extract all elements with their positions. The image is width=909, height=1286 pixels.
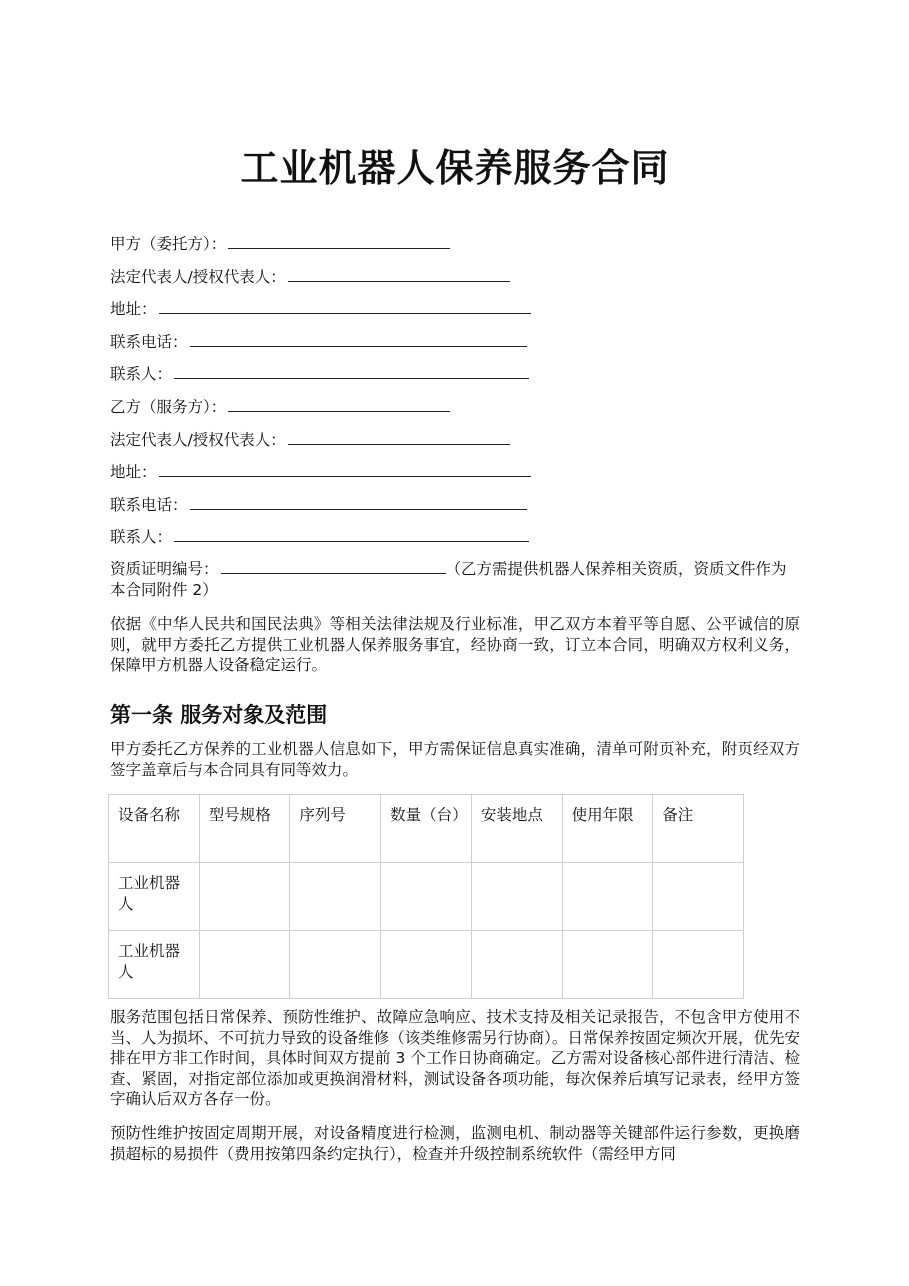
qualification-label: 资质证明编号： [110, 560, 219, 578]
table-cell[interactable] [562, 863, 653, 931]
qualification-blank[interactable] [221, 557, 446, 574]
party-b-address-field [110, 458, 800, 491]
party-b-address-label: 地址： [110, 463, 157, 482]
party-a-name-field [110, 230, 800, 263]
qualification-note: （乙方需提供机器人保养相关资质，资质文件作为本合同附件 2） [110, 560, 787, 599]
table-cell: 工业机器人 [109, 931, 200, 999]
document-title: 工业机器人保养服务合同 [240, 146, 670, 190]
table-cell[interactable] [381, 931, 472, 999]
table-cell[interactable] [653, 931, 744, 999]
table-row [109, 931, 744, 999]
party-a-phone-field [110, 328, 800, 361]
party-a-name-label: 甲方（委托方）： [110, 235, 227, 253]
table-cell: 工业机器人 [109, 863, 200, 931]
equipment-table [108, 794, 744, 999]
party-b-name-label: 乙方（服务方）： [110, 397, 227, 416]
party-a-rep-field [110, 263, 800, 296]
preventive-maintenance-paragraph: 预防性维护按固定周期开展，对设备精度进行检测，监测电机、制动器等关键部件运行参数，更换磨损超标的易损件（费用按第四条约定执行），检查并升级控制系统软件（需经甲方同 [110, 1124, 800, 1163]
qualification-field [110, 557, 800, 601]
party-a-address-field [110, 295, 800, 328]
service-scope-paragraph: 服务范围包括日常保养、预防性维护、故障应急响应、技术支持及相关记录报告，不包含甲方使用不当、人为损坏、不可抗力导致的设备维修（该类维修需另行协商）。日常保养按固定频次开展，优先安排在甲方非工作时间，具体时间双方提前 3 个工作日协商确定。乙方需对设备核心部件进行清洁、检查、紧固，对指定部位添加或更换润滑材料，测试设备各项功能，每次保养后填写记录表，经甲方签字确认后双方各存一份。 [110, 1008, 800, 1108]
header-quantity: 数量（台） [381, 795, 472, 863]
table-cell[interactable] [471, 931, 562, 999]
party-b-phone-blank[interactable] [190, 493, 527, 510]
header-model: 型号规格 [199, 795, 290, 863]
party-b-phone-field [110, 491, 800, 524]
table-cell[interactable] [381, 863, 472, 931]
table-cell[interactable] [471, 863, 562, 931]
article-1-paragraph: 甲方委托乙方保养的工业机器人信息如下，甲方需保证信息真实准确，清单可附页补充，附页经双方签字盖章后与本合同具有同等效力。 [110, 740, 800, 779]
party-b-contact-field [110, 523, 800, 556]
party-a-rep-blank[interactable] [288, 265, 510, 282]
table-cell[interactable] [290, 863, 381, 931]
party-info-block [110, 230, 800, 556]
party-b-name-field [110, 393, 800, 426]
party-a-address-blank[interactable] [159, 297, 531, 314]
party-a-phone-label: 联系电话： [110, 332, 188, 351]
table-cell[interactable] [199, 863, 290, 931]
table-row [109, 863, 744, 931]
party-a-contact-label: 联系人： [110, 365, 173, 384]
party-a-phone-blank[interactable] [190, 330, 527, 347]
party-b-phone-label: 联系电话： [110, 495, 188, 514]
party-b-contact-label: 联系人： [110, 528, 173, 547]
party-b-rep-field [110, 426, 800, 459]
table-cell[interactable] [653, 863, 744, 931]
header-service-years: 使用年限 [562, 795, 653, 863]
party-a-rep-label: 法定代表人/授权代表人： [110, 267, 286, 286]
header-equipment-name: 设备名称 [109, 795, 200, 863]
header-install-location: 安装地点 [471, 795, 562, 863]
party-a-address-label: 地址： [110, 300, 157, 319]
party-b-address-blank[interactable] [159, 460, 531, 477]
table-cell[interactable] [290, 931, 381, 999]
table-header-row [109, 795, 744, 863]
party-b-name-blank[interactable] [228, 395, 450, 412]
party-b-rep-blank[interactable] [288, 428, 510, 445]
party-b-rep-label: 法定代表人/授权代表人： [110, 430, 286, 449]
party-a-contact-blank[interactable] [174, 362, 529, 379]
table-cell[interactable] [199, 931, 290, 999]
party-b-contact-blank[interactable] [174, 525, 529, 542]
header-remarks: 备注 [653, 795, 744, 863]
party-a-contact-field [110, 360, 800, 393]
intro-paragraph: 依据《中华人民共和国民法典》等相关法律法规及行业标准，甲乙双方本着平等自愿、公平诚信的原则，就甲方委托乙方提供工业机器人保养服务事宜，经协商一致，订立本合同，明确双方权利义务，保障甲方机器人设备稳定运行。 [110, 615, 800, 674]
header-serial-number: 序列号 [290, 795, 381, 863]
party-a-name-blank[interactable] [228, 232, 450, 249]
table-cell[interactable] [562, 931, 653, 999]
article-1-heading: 第一条 服务对象及范围 [110, 703, 328, 727]
